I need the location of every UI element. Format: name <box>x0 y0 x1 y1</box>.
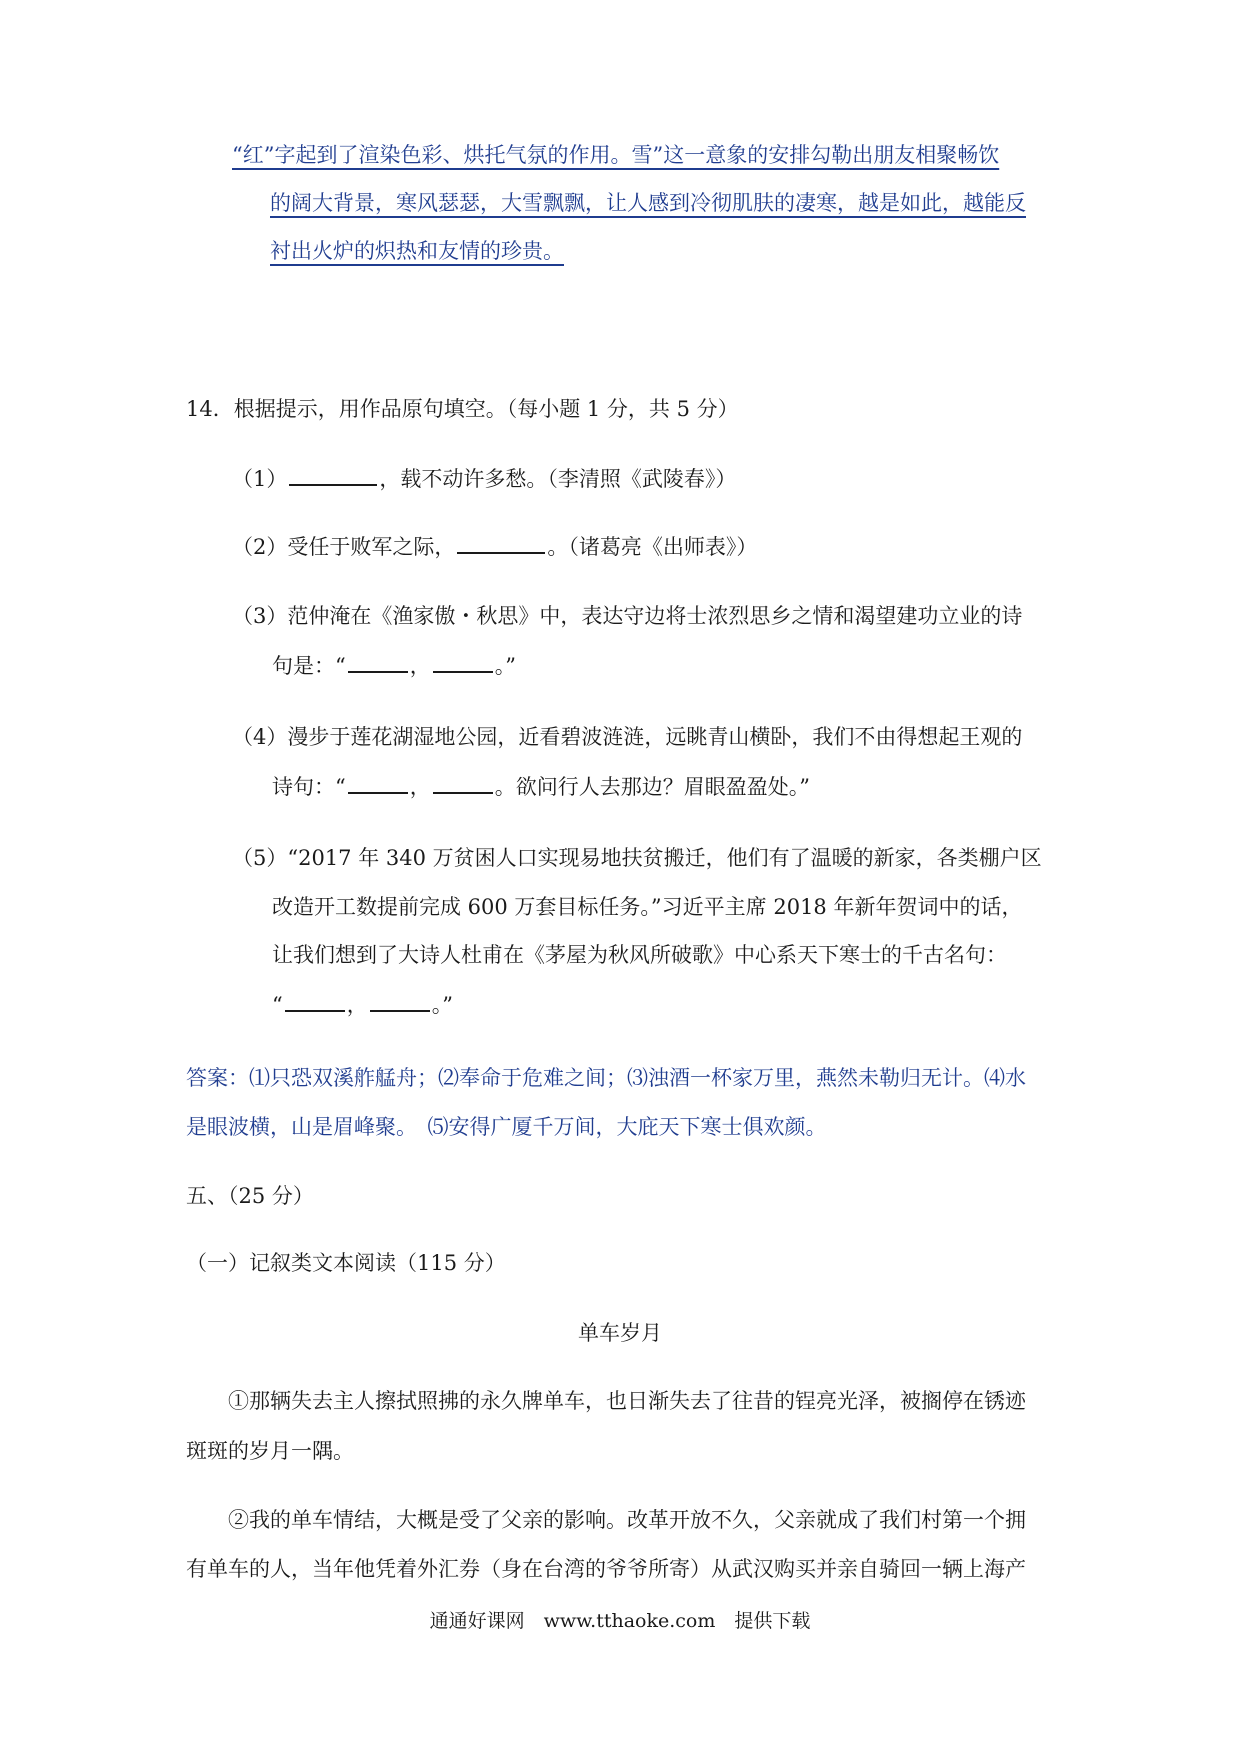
q14-item-4-end: 。欲问行人去那边？眉眼盈盈处。” <box>494 775 810 799</box>
answer-text-line-1: “红”字起到了渲染色彩、烘托气氛的作用。雪”这一意象的安排勾勒出朋友相聚畅饮 <box>232 143 1000 167</box>
q14-item-3-end: 。” <box>494 654 516 678</box>
q14-item-4-line-1: （4）漫步于莲花湖湿地公园，近看碧波涟涟，远眺青山横卧，我们不由得想起王观的 <box>232 725 1023 749</box>
q14-item-1 <box>232 464 736 494</box>
paragraph-1-line-1: ①那辆失去主人擦拭照拂的永久牌单车，也日渐失去了往昔的锃亮光泽，被搁停在锈迹 <box>228 1389 1026 1413</box>
q14-item-3-prefix: 句是：“ <box>272 654 346 678</box>
fill-blank <box>433 774 493 794</box>
fill-blank <box>433 653 493 673</box>
subsection-heading: （一）记叙类文本阅读（115 分） <box>186 1251 506 1275</box>
fill-blank <box>285 992 345 1012</box>
question-14-title: 14．根据提示，用作品原句填空。（每小题 1 分，共 5 分） <box>186 397 739 421</box>
q14-item-2 <box>232 532 757 562</box>
paragraph-2-line-1: ②我的单车情结，大概是受了父亲的影响。改革开放不久，父亲就成了我们村第一个拥 <box>228 1508 1026 1532</box>
fill-blank <box>370 992 430 1012</box>
paragraph-1-line-2: 斑斑的岁月一隅。 <box>186 1439 354 1463</box>
passage-title: 单车岁月 <box>578 1321 662 1345</box>
paragraph-2-line-2: 有单车的人，当年他凭着外汇券（身在台湾的爷爷所寄）从武汉购买并亲自骑回一辆上海产 <box>186 1557 1026 1581</box>
q14-item-5-separator: ， <box>346 993 368 1017</box>
q14-item-5-end: 。” <box>431 993 453 1017</box>
answer-key-line-2: 是眼波横，山是眉峰聚。 ⑸安得广厦千万间，大庇天下寒士俱欢颜。 <box>186 1115 827 1139</box>
q14-item-2-after: 。（诸葛亮《出师表》） <box>547 535 758 559</box>
page-footer: 通通好课网 www.tthaoke.com 提供下载 <box>429 1610 811 1632</box>
section-heading: 五、（25 分） <box>186 1184 314 1208</box>
fill-blank <box>348 653 408 673</box>
fill-blank <box>457 534 545 554</box>
q14-item-5-line-2: 改造开工数提前完成 600 万套目标任务。”习近平主席 2018 年新年贺词中的话， <box>272 895 1023 919</box>
q14-item-4-prefix: 诗句：“ <box>272 775 346 799</box>
q14-item-1-text: ，载不动许多愁。（李清照《武陵春》） <box>379 467 737 491</box>
q14-item-2-before: （2）受任于败军之际， <box>232 535 456 559</box>
q14-item-5-line-1: （5）“2017 年 340 万贫困人口实现易地扶贫搬迁，他们有了温暖的新家，各类棚户区 <box>232 846 1042 870</box>
q14-item-3-line-1: （3）范仲淹在《渔家傲・秋思》中，表达守边将士浓烈思乡之情和渴望建功立业的诗 <box>232 604 1023 628</box>
answer-key-line-1: 答案：⑴只恐双溪舴艋舟；⑵奉命于危难之间；⑶浊酒一杯家万里，燕然未勒归无计。⑷水 <box>186 1066 1026 1090</box>
fill-blank <box>348 774 408 794</box>
q14-item-4-line-2 <box>272 772 810 802</box>
q14-item-3-separator: ， <box>409 654 431 678</box>
q14-item-3-line-2 <box>272 651 516 681</box>
answer-text-line-2: 的阔大背景，寒风瑟瑟，大雪飘飘，让人感到冷彻肌肤的凄寒，越是如此，越能反 <box>270 191 1026 215</box>
q14-item-5-line-4 <box>272 990 453 1020</box>
q14-item-4-separator: ， <box>409 775 431 799</box>
answer-text-line-3: 衬出火炉的炽热和友情的珍贵。 <box>270 239 564 263</box>
q14-item-5-line-3: 让我们想到了大诗人杜甫在《茅屋为秋风所破歌》中心系天下寒士的千古名句： <box>272 943 1007 967</box>
fill-blank <box>289 466 377 486</box>
q14-item-1-number: （1） <box>232 467 288 491</box>
q14-item-5-prefix: “ <box>272 993 283 1017</box>
